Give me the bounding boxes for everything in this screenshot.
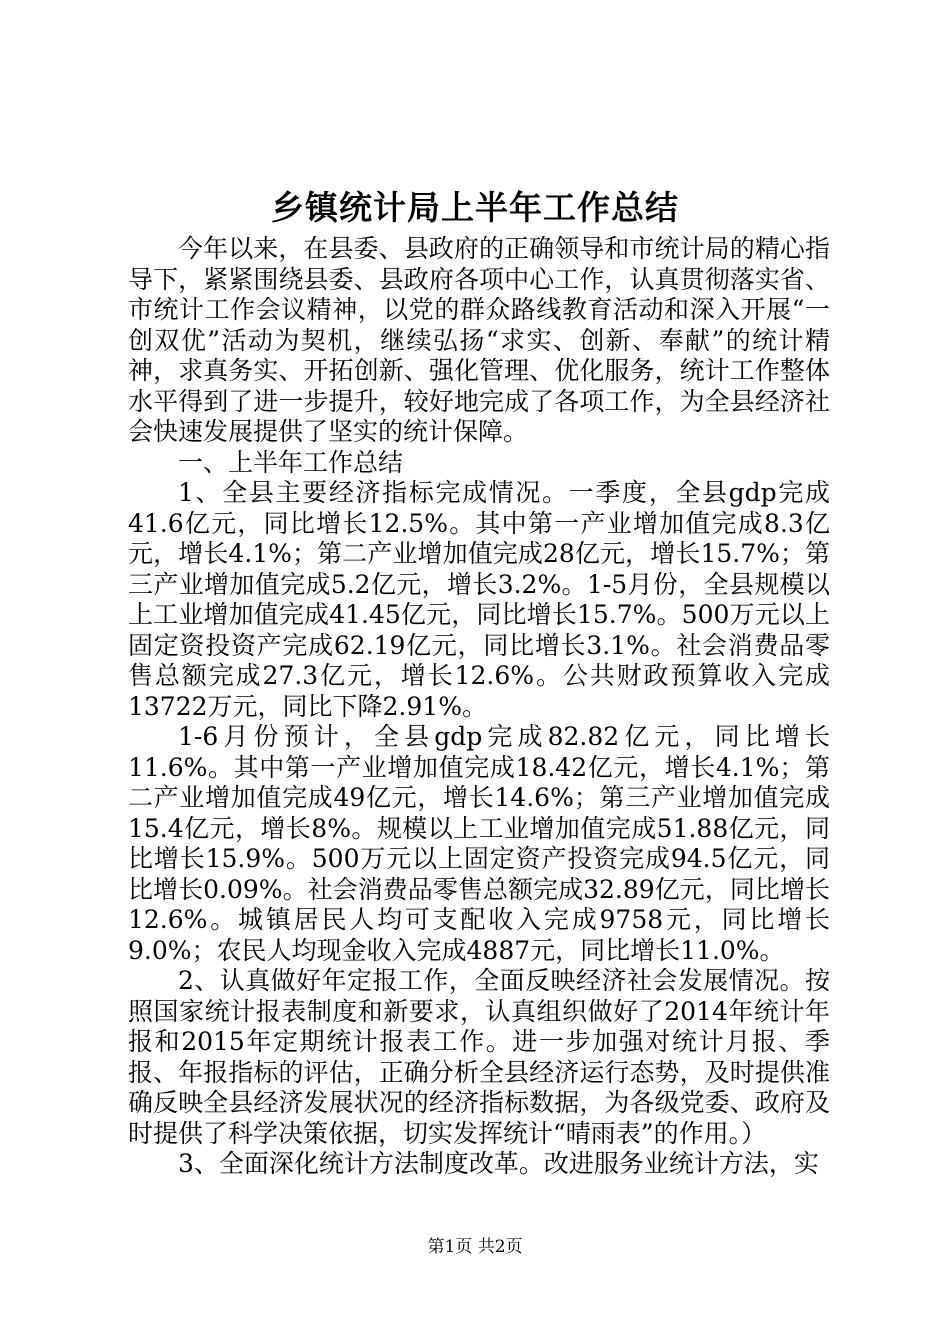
- page-title: 乡镇统计局上半年工作总结: [271, 188, 679, 227]
- paragraph-intro: 今年以来，在县委、县政府的正确领导和市统计局的精心指导下，紧紧围绕县委、县政府各项中心工作，认真贯彻落实省、市统计工作会议精神，以党的群众路线教育活动和深入开展“一创双优”活动为契机，继续弘扬“求实、创新、奉献”的统计精神，求真务实、开拓创新、强化管理、优化服务，统计工作整体水平得到了进一步提升，较好地完成了各项工作，为全县经济社会快速发展提供了坚实的统计保障。: [128, 234, 830, 446]
- paragraph-reform: 3、全面深化统计方法制度改革。改进服务业统计方法，实: [178, 1149, 819, 1178]
- paragraph-indicators-q1: 1、全县主要经济指标完成情况。一季度，全县gdp完成41.6亿元，同比增长12.5%。其中第一产业增加值完成8.3亿元，增长4.1%；第二产业增加值完成28亿元，增长15.7%；第三产业增加值完成5.2亿元，增长3.2%。1-5月份，全县规模以上工业增加值完成41.45亿元，同比增长15.7%。500万元以上固定资投资产完成62.19亿元，同比增长3.1%。社会消费品零售总额完成27.3亿元，增长12.6%。公共财政预算收入完成13722万元，同比下降2.91%。: [128, 478, 830, 721]
- page-footer: 第1页 共2页: [427, 1237, 523, 1257]
- paragraph-indicators-h1: 1-6月份预计，全县gdp完成82.82亿元，同比增长11.6%。其中第一产业增加值完成18.42亿元，增长4.1%；第二产业增加值完成49亿元，增长14.6%；第三产业增加值完成15.4亿元，增长8%。规模以上工业增加值完成51.88亿元，同比增长15.9%。500万元以上固定资产投资完成94.5亿元，同比增长0.09%。社会消费品零售总额完成32.89亿元，同比增长12.6%。城镇居民人均可支配收入完成9758元，同比增长9.0%；农民人均现金收入完成4887元，同比增长11.0%。: [128, 722, 830, 965]
- section-heading: 一、上半年工作总结: [178, 447, 404, 477]
- document-body: [128, 234, 830, 1180]
- paragraph-reporting: 2、认真做好年定报工作，全面反映经济社会发展情况。按照国家统计报表制度和新要求，认真组织做好了2014年统计年报和2015年定期统计报表工作。进一步加强对统计月报、季报、年报指标的评估，正确分析全县经济运行态势，及时提供准确反映全县经济发展状况的经济指标数据，为各级党委、政府及时提供了科学决策依据，切实发挥统计“晴雨表”的作用。）: [128, 966, 830, 1148]
